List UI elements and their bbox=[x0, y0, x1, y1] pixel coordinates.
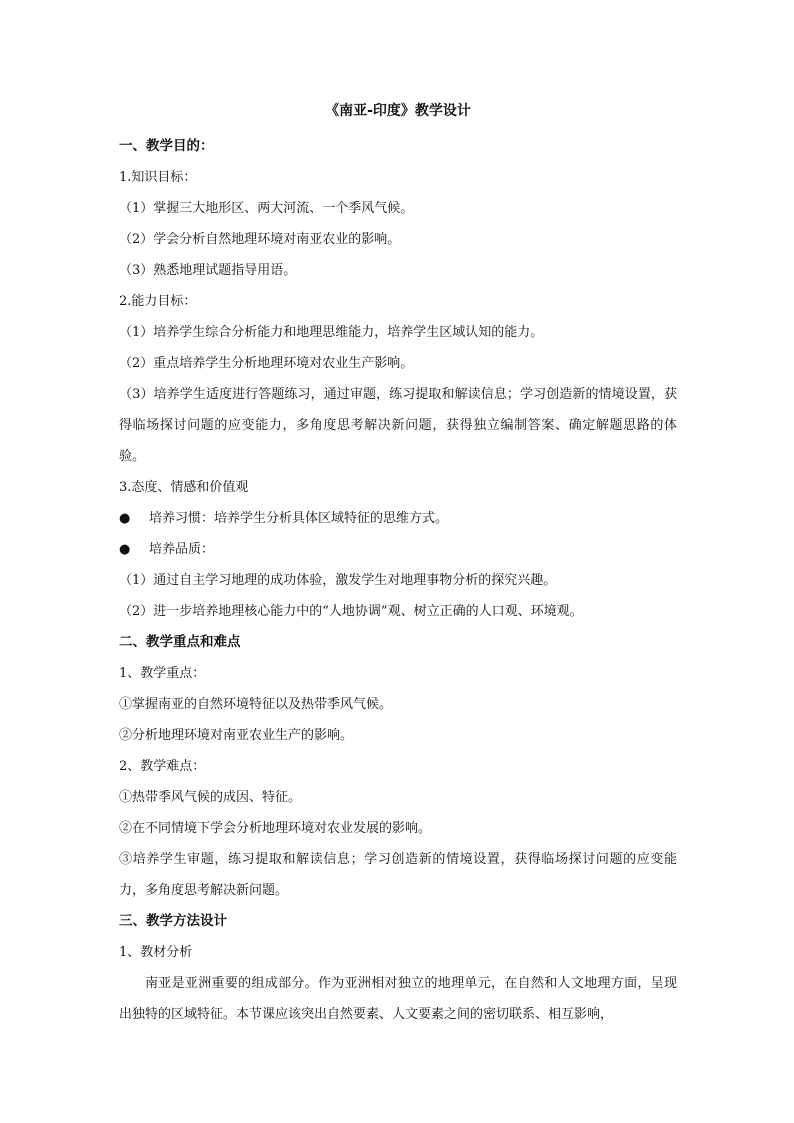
section-heading-teaching-methods: 三、教学方法设计 bbox=[119, 913, 227, 929]
difficult-point-item: ②在不同情境下学会分析地理环境对农业发展的影响。 bbox=[119, 821, 432, 836]
subheading-difficult-points: 2、教学难点： bbox=[119, 759, 206, 774]
subheading-material-analysis: 1、教材分析 bbox=[119, 945, 193, 960]
bullet-text: 培养习惯：培养学生分析具体区域特征的思维方式。 bbox=[149, 511, 449, 526]
bullet-dot-icon: ● bbox=[119, 542, 131, 557]
bullet-text: 培养品质： bbox=[149, 542, 215, 557]
subheading-knowledge-goals: 1.知识目标： bbox=[119, 170, 197, 185]
bullet-item bbox=[119, 534, 677, 565]
key-point-item: ②分析地理环境对南亚农业生产的影响。 bbox=[119, 728, 354, 743]
subheading-key-points: 1、教学重点： bbox=[119, 666, 206, 681]
subheading-ability-goals: 2.能力目标： bbox=[119, 294, 197, 309]
ability-goal-item: （1）培养学生综合分析能力和地理思维能力，培养学生区域认知的能力。 bbox=[119, 325, 544, 340]
key-point-item: ①掌握南亚的自然环境特征以及热带季风气候。 bbox=[119, 697, 393, 712]
attitude-item: （2）进一步培养地理核心能力中的“人地协调”观、树立正确的人口观、环境观。 bbox=[119, 604, 583, 619]
knowledge-goal-item: （1）掌握三大地形区、两大河流、一个季风气候。 bbox=[119, 201, 414, 216]
bullet-dot-icon: ● bbox=[119, 511, 131, 526]
document-title: 《南亚-印度》教学设计 bbox=[325, 103, 471, 119]
attitude-item: （1）通过自主学习地理的成功体验，激发学生对地理事物分析的探究兴趣。 bbox=[119, 573, 557, 588]
material-analysis-paragraph: 南亚是亚洲重要的组成部分。作为亚洲相对独立的地理单元，在自然和人文地理方面，呈现出独特的区域特征。本节课应该突出自然要素、人文要素之间的密切联系、相互影响， bbox=[119, 976, 677, 1022]
knowledge-goal-item: （3）熟悉地理试题指导用语。 bbox=[119, 263, 297, 278]
knowledge-goal-item: （2）学会分析自然地理环境对南亚农业的影响。 bbox=[119, 232, 401, 247]
subheading-attitude-values: 3.态度、情感和价值观 bbox=[119, 480, 249, 495]
ability-goal-item: （3）培养学生适度进行答题练习，通过审题，练习提取和解读信息；学习创造新的情境设置，获得临场探讨问题的应变能力，多角度思考解决新问题，获得独立编制答案、确定解题思路的体验。 bbox=[119, 387, 677, 464]
document-body bbox=[119, 100, 677, 1030]
section-heading-key-difficult: 二、教学重点和难点 bbox=[119, 634, 241, 650]
ability-goal-item: （2）重点培养学生分析地理环境对农业生产影响。 bbox=[119, 356, 414, 371]
bullet-item bbox=[119, 503, 677, 534]
difficult-point-item: ①热带季风气候的成因、特征。 bbox=[119, 790, 302, 805]
section-heading-objectives: 一、教学目的： bbox=[119, 138, 214, 154]
difficult-point-item: ③培养学生审题，练习提取和解读信息；学习创造新的情境设置，获得临场探讨问题的应变能力，多角度思考解决新问题。 bbox=[119, 852, 677, 898]
